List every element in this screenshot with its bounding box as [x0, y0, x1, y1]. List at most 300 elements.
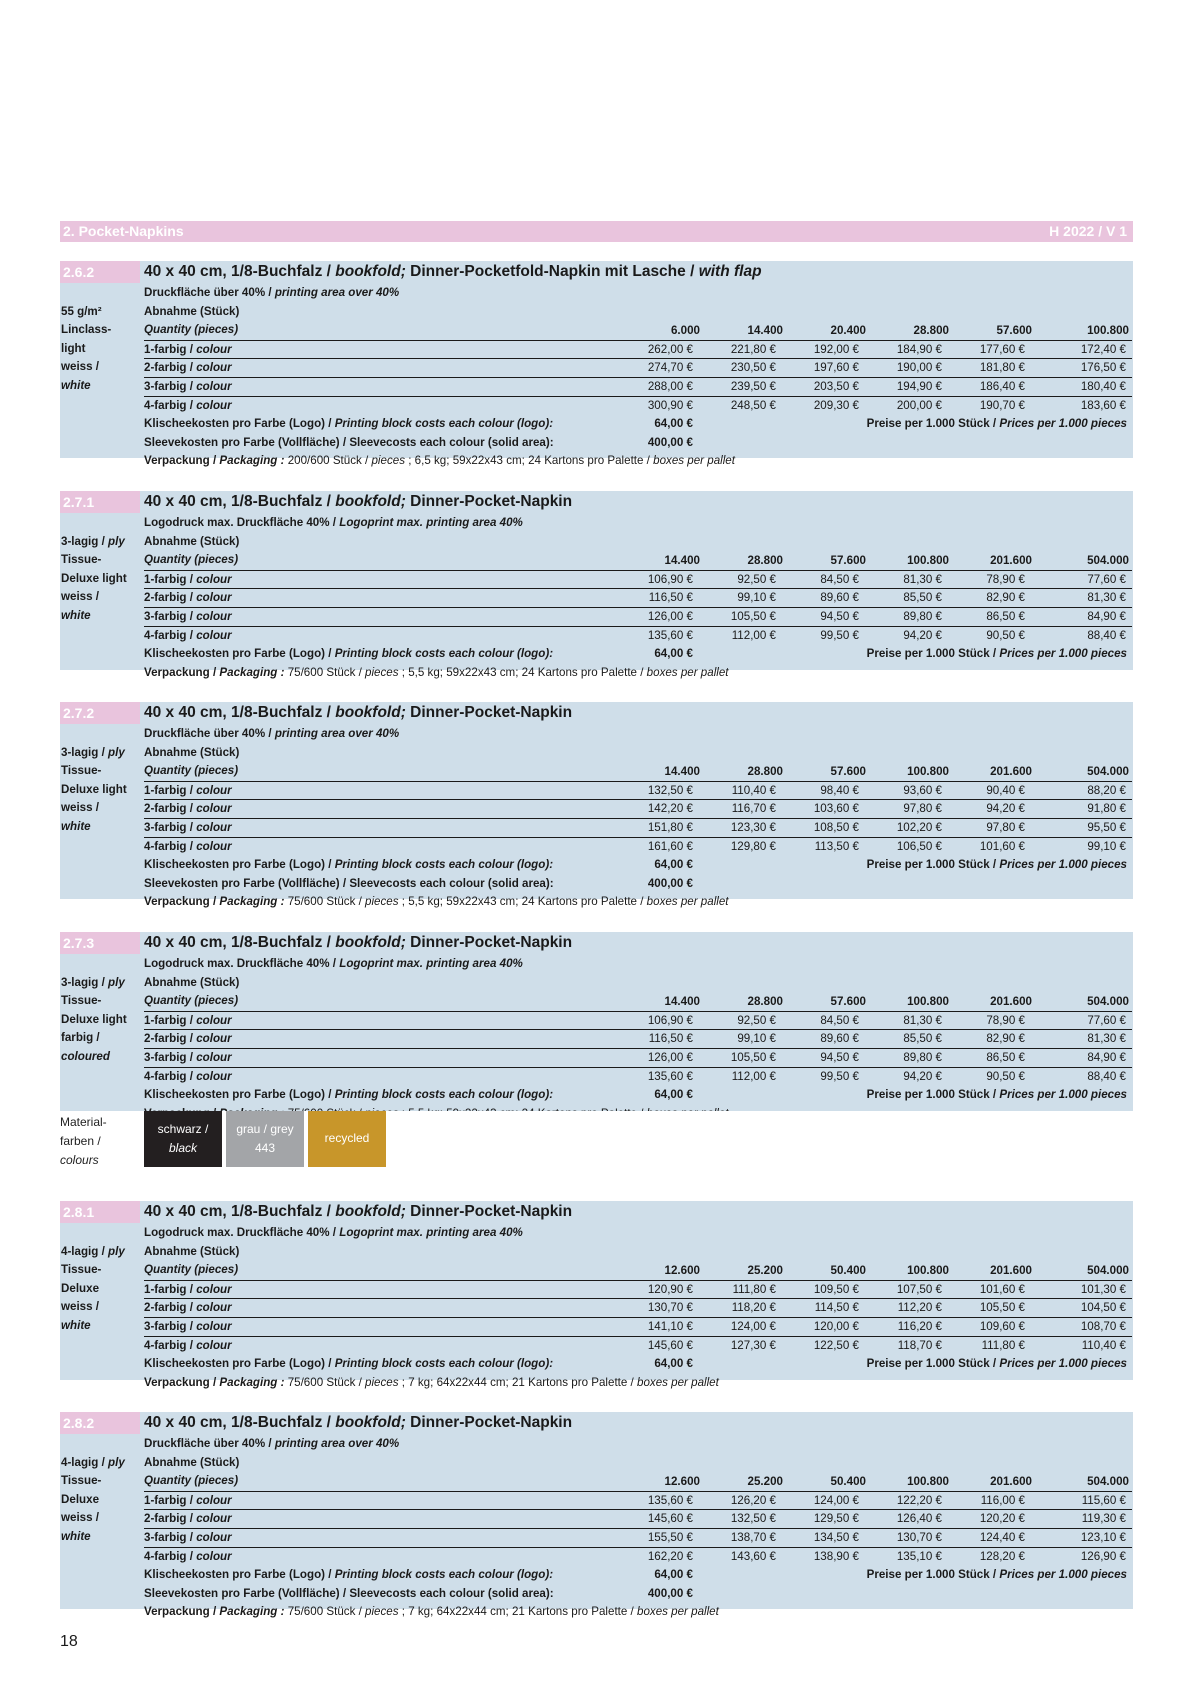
colour-count [144, 1030, 232, 1048]
row-label-de: 4-farbig / [144, 1549, 197, 1563]
block-title [144, 932, 572, 954]
price-cell: 102,20 € [896, 821, 942, 834]
price-cell: 151,80 € [647, 821, 693, 834]
unit-en: Prices per 1.000 pieces [999, 1568, 1127, 1582]
material-spec: Deluxe light [61, 571, 127, 585]
quantity-label-de: Abnahme (Stück) [144, 304, 240, 318]
price-cell: 99,10 € [737, 591, 776, 605]
quantity-column-header: 57.600 [996, 324, 1032, 338]
price-cell: 143,60 € [730, 1549, 776, 1563]
row-label-en: colour [196, 1512, 232, 1526]
row-label-de: 4-farbig / [144, 839, 197, 853]
material-spec: Deluxe [61, 1492, 100, 1506]
price-row [144, 1528, 1132, 1547]
price-row [144, 1547, 1132, 1566]
price-cell: 186,40 € [979, 380, 1025, 393]
quantity-column-header: 100.800 [907, 1475, 949, 1489]
price-cell: 135,60 € [647, 1493, 693, 1507]
colour-count [144, 1548, 232, 1566]
printing-block-costs-label [144, 415, 553, 433]
price-cell: 88,20 € [1087, 783, 1126, 797]
row-label-de: 1-farbig / [144, 783, 197, 797]
price-cell: 145,60 € [647, 1338, 693, 1352]
packaging-count: 75/600 Stück / [284, 895, 366, 909]
packaging-label-de: Verpackung / [144, 895, 220, 909]
price-cell: 190,70 € [979, 398, 1025, 412]
price-cell: 108,50 € [813, 821, 859, 834]
colour-swatch [144, 1111, 222, 1167]
price-cell: 89,80 € [903, 610, 942, 623]
packaging-label-de: Verpackung / [144, 1605, 220, 1619]
price-cell: 200,00 € [896, 398, 942, 412]
price-cell: 89,80 € [903, 1051, 942, 1064]
note-de: Logodruck max. Druckfläche 40% / [144, 516, 340, 529]
printing-block-costs-label [144, 1355, 553, 1373]
klischee-de: Klischeekosten pro Farbe (Logo) / [144, 1568, 335, 1582]
price-cell: 92,50 € [737, 572, 776, 586]
material-spec: Tissue- [61, 1474, 102, 1488]
quantity-column-header: 100.800 [907, 554, 949, 568]
material-spec: weiss / [61, 1511, 100, 1525]
row-label-de: 4-farbig / [144, 1069, 197, 1083]
price-cell: 184,90 € [896, 342, 942, 356]
title-part: with flap [698, 263, 762, 280]
price-row [144, 340, 1132, 359]
packaging-count: 75/600 Stück / [284, 665, 366, 679]
material-spec: Tissue- [61, 1263, 102, 1277]
price-cell: 113,50 € [814, 839, 859, 853]
price-cell: 101,30 € [1080, 1282, 1126, 1296]
printing-block-costs-value: 64,00 € [654, 647, 693, 661]
colour-count [144, 378, 232, 396]
packaging-en: Packaging : [219, 454, 285, 468]
quantity-text: Quantity (pieces) [144, 1263, 239, 1277]
row-label-en: colour [196, 1493, 232, 1507]
unit-de: Preise per 1.000 Stück / [866, 1568, 1000, 1582]
price-cell: 93,60 € [903, 783, 942, 797]
price-cell: 94,20 € [986, 802, 1025, 816]
spec-de: 3-lagig / [61, 534, 109, 548]
printing-area-note [144, 1224, 523, 1242]
title-part: bookfold; [335, 934, 406, 951]
packaging-details: ; 5,5 kg; 59x22x43 cm; 24 Kartons pro Palette / [398, 895, 647, 909]
price-cell: 94,50 € [820, 610, 859, 623]
price-cell: 81,30 € [903, 1013, 942, 1027]
price-row [144, 1509, 1132, 1528]
row-label-de: 3-farbig / [144, 1531, 197, 1544]
price-cell: 180,40 € [1080, 380, 1126, 393]
note-en: Logoprint max. printing area 40% [339, 957, 523, 970]
row-label-en: colour [196, 398, 232, 412]
packaging-count: 75/600 Stück / [284, 1605, 366, 1619]
price-cell: 172,40 € [1080, 342, 1126, 356]
price-cell: 89,60 € [820, 1032, 859, 1046]
price-cell: 81,30 € [1087, 591, 1126, 605]
price-row [144, 1048, 1132, 1067]
price-cell: 145,60 € [647, 1512, 693, 1526]
klischee-de: Klischeekosten pro Farbe (Logo) / [144, 858, 335, 872]
material-spec [61, 533, 125, 551]
colour-count [144, 1510, 232, 1528]
price-cell: 98,40 € [820, 783, 859, 797]
price-cell: 88,40 € [1087, 1069, 1126, 1083]
note-de: Logodruck max. Druckfläche 40% / [144, 957, 340, 970]
price-cell: 115,60 € [1081, 1493, 1126, 1507]
price-cell: 155,50 € [647, 1531, 693, 1544]
price-cell: 101,60 € [979, 839, 1025, 853]
packaging-label-en [219, 454, 284, 467]
packaging-label-en [219, 1376, 284, 1389]
klischee-en: Printing block costs each colour (logo): [334, 858, 554, 872]
title-part: Dinner-Pocket-Napkin [405, 704, 573, 721]
price-cell: 129,80 € [730, 839, 776, 853]
material-spec: weiss / [61, 801, 100, 815]
price-cell: 197,60 € [813, 361, 859, 375]
row-label-de: 2-farbig / [144, 802, 197, 816]
packaging-pallet: boxes per pallet [637, 1605, 719, 1619]
packaging-en: Packaging : [219, 895, 285, 909]
quantity-label-en [144, 992, 238, 1010]
material-spec: Deluxe light [61, 1012, 127, 1026]
colour-count [144, 1049, 232, 1067]
quantity-column-header: 201.600 [990, 1475, 1032, 1489]
printing-block-costs-label [144, 856, 553, 874]
price-cell: 221,80 € [730, 342, 776, 356]
material-colours-label [60, 1113, 107, 1170]
price-row [144, 1029, 1132, 1048]
price-unit-note [867, 645, 1127, 663]
title-part: bookfold; [335, 263, 406, 280]
packaging-unit: pieces [365, 1605, 399, 1619]
row-label-de: 1-farbig / [144, 342, 197, 356]
price-cell: 109,60 € [979, 1320, 1025, 1333]
price-cell: 116,50 € [648, 1032, 693, 1046]
price-cell: 77,60 € [1087, 1013, 1126, 1027]
price-cell: 84,90 € [1087, 1051, 1126, 1064]
price-cell: 84,50 € [820, 572, 859, 586]
price-cell: 248,50 € [730, 398, 776, 412]
row-label-de: 1-farbig / [144, 1013, 197, 1027]
note-en: Logoprint max. printing area 40% [339, 516, 523, 529]
price-cell: 194,90 € [896, 380, 942, 393]
colour-count [144, 608, 232, 626]
price-cell: 110,40 € [731, 783, 776, 797]
quantity-column-header: 100.800 [1087, 324, 1129, 338]
row-label-en: colour [196, 1549, 232, 1563]
price-cell: 161,60 € [647, 839, 693, 853]
price-cell: 86,50 € [986, 1051, 1025, 1064]
price-cell: 138,90 € [813, 1549, 859, 1563]
price-cell: 97,80 € [903, 802, 942, 816]
price-cell: 94,20 € [903, 1069, 942, 1083]
quantity-column-header: 57.600 [830, 995, 866, 1009]
price-block [60, 932, 1133, 1111]
packaging-unit: pieces [371, 454, 405, 468]
packaging-label-de: Verpackung / [144, 665, 220, 679]
packaging-details: ; 7 kg; 64x22x44 cm; 21 Kartons pro Palette / [398, 1375, 637, 1389]
price-block [60, 1412, 1133, 1619]
price-cell: 141,10 € [647, 1320, 693, 1333]
material-spec: light [61, 341, 86, 355]
material-spec: Tissue- [61, 764, 102, 778]
row-label-en: colour [196, 1301, 232, 1315]
material-spec: 55 g/m² [61, 304, 102, 318]
price-cell: 114,50 € [814, 1301, 859, 1315]
title-part: bookfold; [335, 704, 406, 721]
price-cell: 262,00 € [647, 342, 693, 356]
unit-en: Prices per 1.000 pieces [999, 858, 1127, 872]
sleeve-costs-label: Sleevekosten pro Farbe (Vollfläche) / Sleevecosts each colour (solid area): [144, 876, 554, 890]
price-cell: 90,50 € [986, 628, 1025, 642]
price-cell: 110,40 € [1081, 1338, 1126, 1352]
material-spec: weiss / [61, 1300, 100, 1314]
material-spec: Deluxe [61, 1281, 100, 1295]
block-code: 2.7.3 [60, 932, 140, 954]
price-cell: 122,20 € [896, 1493, 942, 1507]
spec-de: 4-lagig / [61, 1244, 109, 1258]
note-de: Logodruck max. Druckfläche 40% / [144, 1226, 340, 1239]
version-label: H 2022 / V 1 [1049, 223, 1127, 239]
row-label-en: colour [196, 1069, 232, 1083]
packaging-pallet: boxes per pallet [653, 454, 735, 468]
note-en: printing area over 40% [274, 727, 400, 740]
row-label-de: 3-farbig / [144, 610, 197, 623]
printing-block-costs-value: 64,00 € [654, 1568, 693, 1582]
printing-block-costs-value: 64,00 € [654, 1357, 693, 1371]
unit-de: Preise per 1.000 Stück / [866, 647, 1000, 661]
klischee-en: Printing block costs each colour (logo): [334, 1088, 554, 1102]
colour-count [144, 1318, 232, 1336]
printing-block-costs-label [144, 645, 553, 663]
spec-en: ply [108, 1455, 125, 1469]
price-cell: 209,30 € [813, 398, 859, 412]
price-unit-note [867, 1566, 1127, 1584]
row-label-en: colour [196, 361, 232, 375]
price-unit-note [867, 856, 1127, 874]
title-part: Dinner-Pocket-Napkin [405, 934, 573, 951]
spec-en: ply [108, 975, 125, 989]
price-row [144, 607, 1132, 626]
price-cell: 85,50 € [903, 591, 942, 605]
spec-de: 4-lagig / [61, 1455, 109, 1469]
colour-count [144, 1068, 232, 1086]
price-cell: 105,50 € [979, 1301, 1025, 1315]
price-cell: 120,20 € [979, 1512, 1025, 1526]
unit-en: Prices per 1.000 pieces [999, 1357, 1127, 1371]
row-label-en: colour [196, 839, 232, 853]
packaging-label-de: Verpackung / [144, 1375, 220, 1389]
swatch-label: grau / grey [236, 1121, 294, 1136]
row-label-de: 2-farbig / [144, 1032, 197, 1046]
quantity-text: Quantity (pieces) [144, 553, 239, 567]
price-row [144, 818, 1132, 837]
spec-en: ply [108, 534, 125, 548]
quantity-label-de: Abnahme (Stück) [144, 534, 240, 548]
price-cell: 134,50 € [813, 1531, 859, 1544]
printing-block-costs-label [144, 1086, 553, 1104]
price-cell: 86,50 € [986, 610, 1025, 623]
packaging-unit: pieces [365, 895, 399, 909]
price-cell: 116,50 € [648, 591, 693, 605]
title-part: bookfold; [335, 1414, 406, 1431]
swatch-label: schwarz / [157, 1121, 209, 1136]
price-row [144, 1491, 1132, 1510]
packaging-unit: pieces [365, 1375, 399, 1389]
quantity-label-en [144, 1261, 238, 1279]
price-row [144, 1336, 1132, 1355]
colour-count [144, 1012, 232, 1030]
row-label-en: colour [196, 802, 232, 816]
spec-de: 3-lagig / [61, 975, 109, 989]
section-header [60, 221, 1133, 242]
packaging-label-en [219, 1605, 284, 1618]
price-cell: 81,30 € [903, 572, 942, 586]
title-part: Dinner-Pocket-Napkin [405, 493, 573, 510]
price-cell: 95,50 € [1087, 821, 1126, 834]
price-cell: 127,30 € [730, 1338, 776, 1352]
row-label-en: colour [196, 1051, 232, 1064]
price-cell: 120,00 € [813, 1320, 859, 1333]
quantity-column-header: 14.400 [664, 554, 700, 568]
title-part: Dinner-Pocket-Napkin [405, 1203, 573, 1220]
price-unit-note [867, 1355, 1127, 1373]
packaging-details: ; 5,5 kg; 59x22x43 cm; 24 Kartons pro Palette / [398, 665, 647, 679]
price-cell: 126,40 € [896, 1512, 942, 1526]
material-spec: farbig / [61, 1031, 100, 1045]
title-part: 40 x 40 cm, 1/8-Buchfalz / [144, 1203, 336, 1220]
sleeve-costs-label: Sleevekosten pro Farbe (Vollfläche) / Sleevecosts each colour (solid area): [144, 435, 554, 449]
colour-count [144, 397, 232, 415]
section-title: 2. Pocket-Napkins [63, 223, 184, 239]
price-cell: 97,80 € [986, 821, 1025, 834]
price-cell: 78,90 € [986, 1013, 1025, 1027]
price-cell: 109,50 € [813, 1282, 859, 1296]
price-cell: 135,10 € [896, 1549, 942, 1563]
row-label-de: 3-farbig / [144, 1320, 197, 1333]
colour-swatch [308, 1111, 386, 1167]
unit-de: Preise per 1.000 Stück / [866, 858, 1000, 872]
price-cell: 124,00 € [813, 1493, 859, 1507]
quantity-label-de: Abnahme (Stück) [144, 975, 240, 989]
note-de: Druckfläche über 40% / [144, 1437, 275, 1450]
price-cell: 288,00 € [647, 380, 693, 393]
price-row [144, 1317, 1132, 1336]
klischee-de: Klischeekosten pro Farbe (Logo) / [144, 417, 335, 431]
klischee-de: Klischeekosten pro Farbe (Logo) / [144, 1088, 335, 1102]
colour-count [144, 819, 232, 837]
price-cell: 123,30 € [730, 821, 776, 834]
price-cell: 94,20 € [903, 628, 942, 642]
colour-count [144, 341, 232, 359]
price-cell: 124,00 € [730, 1320, 776, 1333]
packaging-label-de: Verpackung / [144, 454, 220, 468]
row-label-en: colour [196, 1531, 232, 1544]
colour-count [144, 1299, 232, 1317]
price-cell: 122,50 € [813, 1338, 859, 1352]
quantity-column-header: 100.800 [907, 995, 949, 1009]
quantity-column-header: 50.400 [830, 1264, 866, 1278]
printing-block-costs-value: 64,00 € [654, 858, 693, 872]
price-unit-note [867, 415, 1127, 433]
material-colours-label-line: Material- [60, 1114, 107, 1129]
unit-en: Prices per 1.000 pieces [999, 1088, 1127, 1102]
quantity-column-header: 57.600 [830, 554, 866, 568]
quantity-text: Quantity (pieces) [144, 1474, 239, 1488]
block-title [144, 491, 572, 513]
price-cell: 132,50 € [647, 783, 693, 797]
price-cell: 81,30 € [1087, 1032, 1126, 1046]
note-en: printing area over 40% [274, 1437, 400, 1450]
printing-area-note [144, 1435, 399, 1453]
packaging-info [144, 893, 729, 911]
quantity-column-header: 201.600 [990, 554, 1032, 568]
block-code: 2.7.1 [60, 491, 140, 513]
price-row [144, 626, 1132, 645]
row-label-en: colour [196, 1013, 232, 1027]
price-cell: 138,70 € [730, 1531, 776, 1544]
price-cell: 177,60 € [979, 342, 1025, 356]
price-cell: 120,90 € [647, 1282, 693, 1296]
row-label-en: colour [196, 572, 232, 586]
colour-count [144, 627, 232, 645]
colour-swatch [226, 1111, 304, 1167]
row-label-en: colour [196, 1282, 232, 1296]
material-spec: Tissue- [61, 994, 102, 1008]
block-code: 2.8.2 [60, 1412, 140, 1434]
quantity-column-header: 504.000 [1087, 554, 1129, 568]
quantity-column-header: 201.600 [990, 765, 1032, 779]
price-cell: 108,70 € [1080, 1320, 1126, 1333]
colour-count [144, 1281, 232, 1299]
quantity-label-de: Abnahme (Stück) [144, 1244, 240, 1258]
price-cell: 176,50 € [1080, 361, 1126, 375]
colour-count [144, 800, 232, 818]
quantity-text: Quantity (pieces) [144, 764, 239, 778]
price-cell: 112,20 € [897, 1301, 942, 1315]
price-row [144, 1067, 1132, 1086]
price-row [144, 588, 1132, 607]
quantity-column-header: 28.800 [747, 995, 783, 1009]
packaging-details: ; 6,5 kg; 59x22x43 cm; 24 Kartons pro Palette / [405, 454, 654, 468]
price-cell: 112,00 € [731, 628, 776, 642]
price-cell: 92,50 € [737, 1013, 776, 1027]
price-cell: 99,10 € [737, 1032, 776, 1046]
row-label-en: colour [196, 628, 232, 642]
price-cell: 111,80 € [981, 1338, 1025, 1352]
price-row [144, 799, 1132, 818]
packaging-en: Packaging : [219, 665, 285, 679]
spec-en: ply [108, 1244, 125, 1258]
price-cell: 99,10 € [1087, 839, 1126, 853]
quantity-column-header: 28.800 [913, 324, 949, 338]
price-row [144, 1280, 1132, 1299]
price-cell: 274,70 € [647, 361, 693, 375]
printing-area-note [144, 725, 399, 743]
packaging-info [144, 664, 729, 682]
quantity-column-header: 20.400 [830, 324, 866, 338]
packaging-label-en [219, 666, 284, 679]
packaging-pallet: boxes per pallet [637, 1375, 719, 1389]
printing-area-note [144, 514, 523, 532]
price-cell: 103,60 € [813, 802, 859, 816]
price-cell: 104,50 € [1080, 1301, 1126, 1315]
block-code: 2.8.1 [60, 1201, 140, 1223]
price-cell: 130,70 € [647, 1301, 693, 1315]
colour-count [144, 571, 232, 589]
price-cell: 78,90 € [986, 572, 1025, 586]
sleeve-costs-value: 400,00 € [647, 435, 693, 449]
title-part: 40 x 40 cm, 1/8-Buchfalz / [144, 493, 336, 510]
